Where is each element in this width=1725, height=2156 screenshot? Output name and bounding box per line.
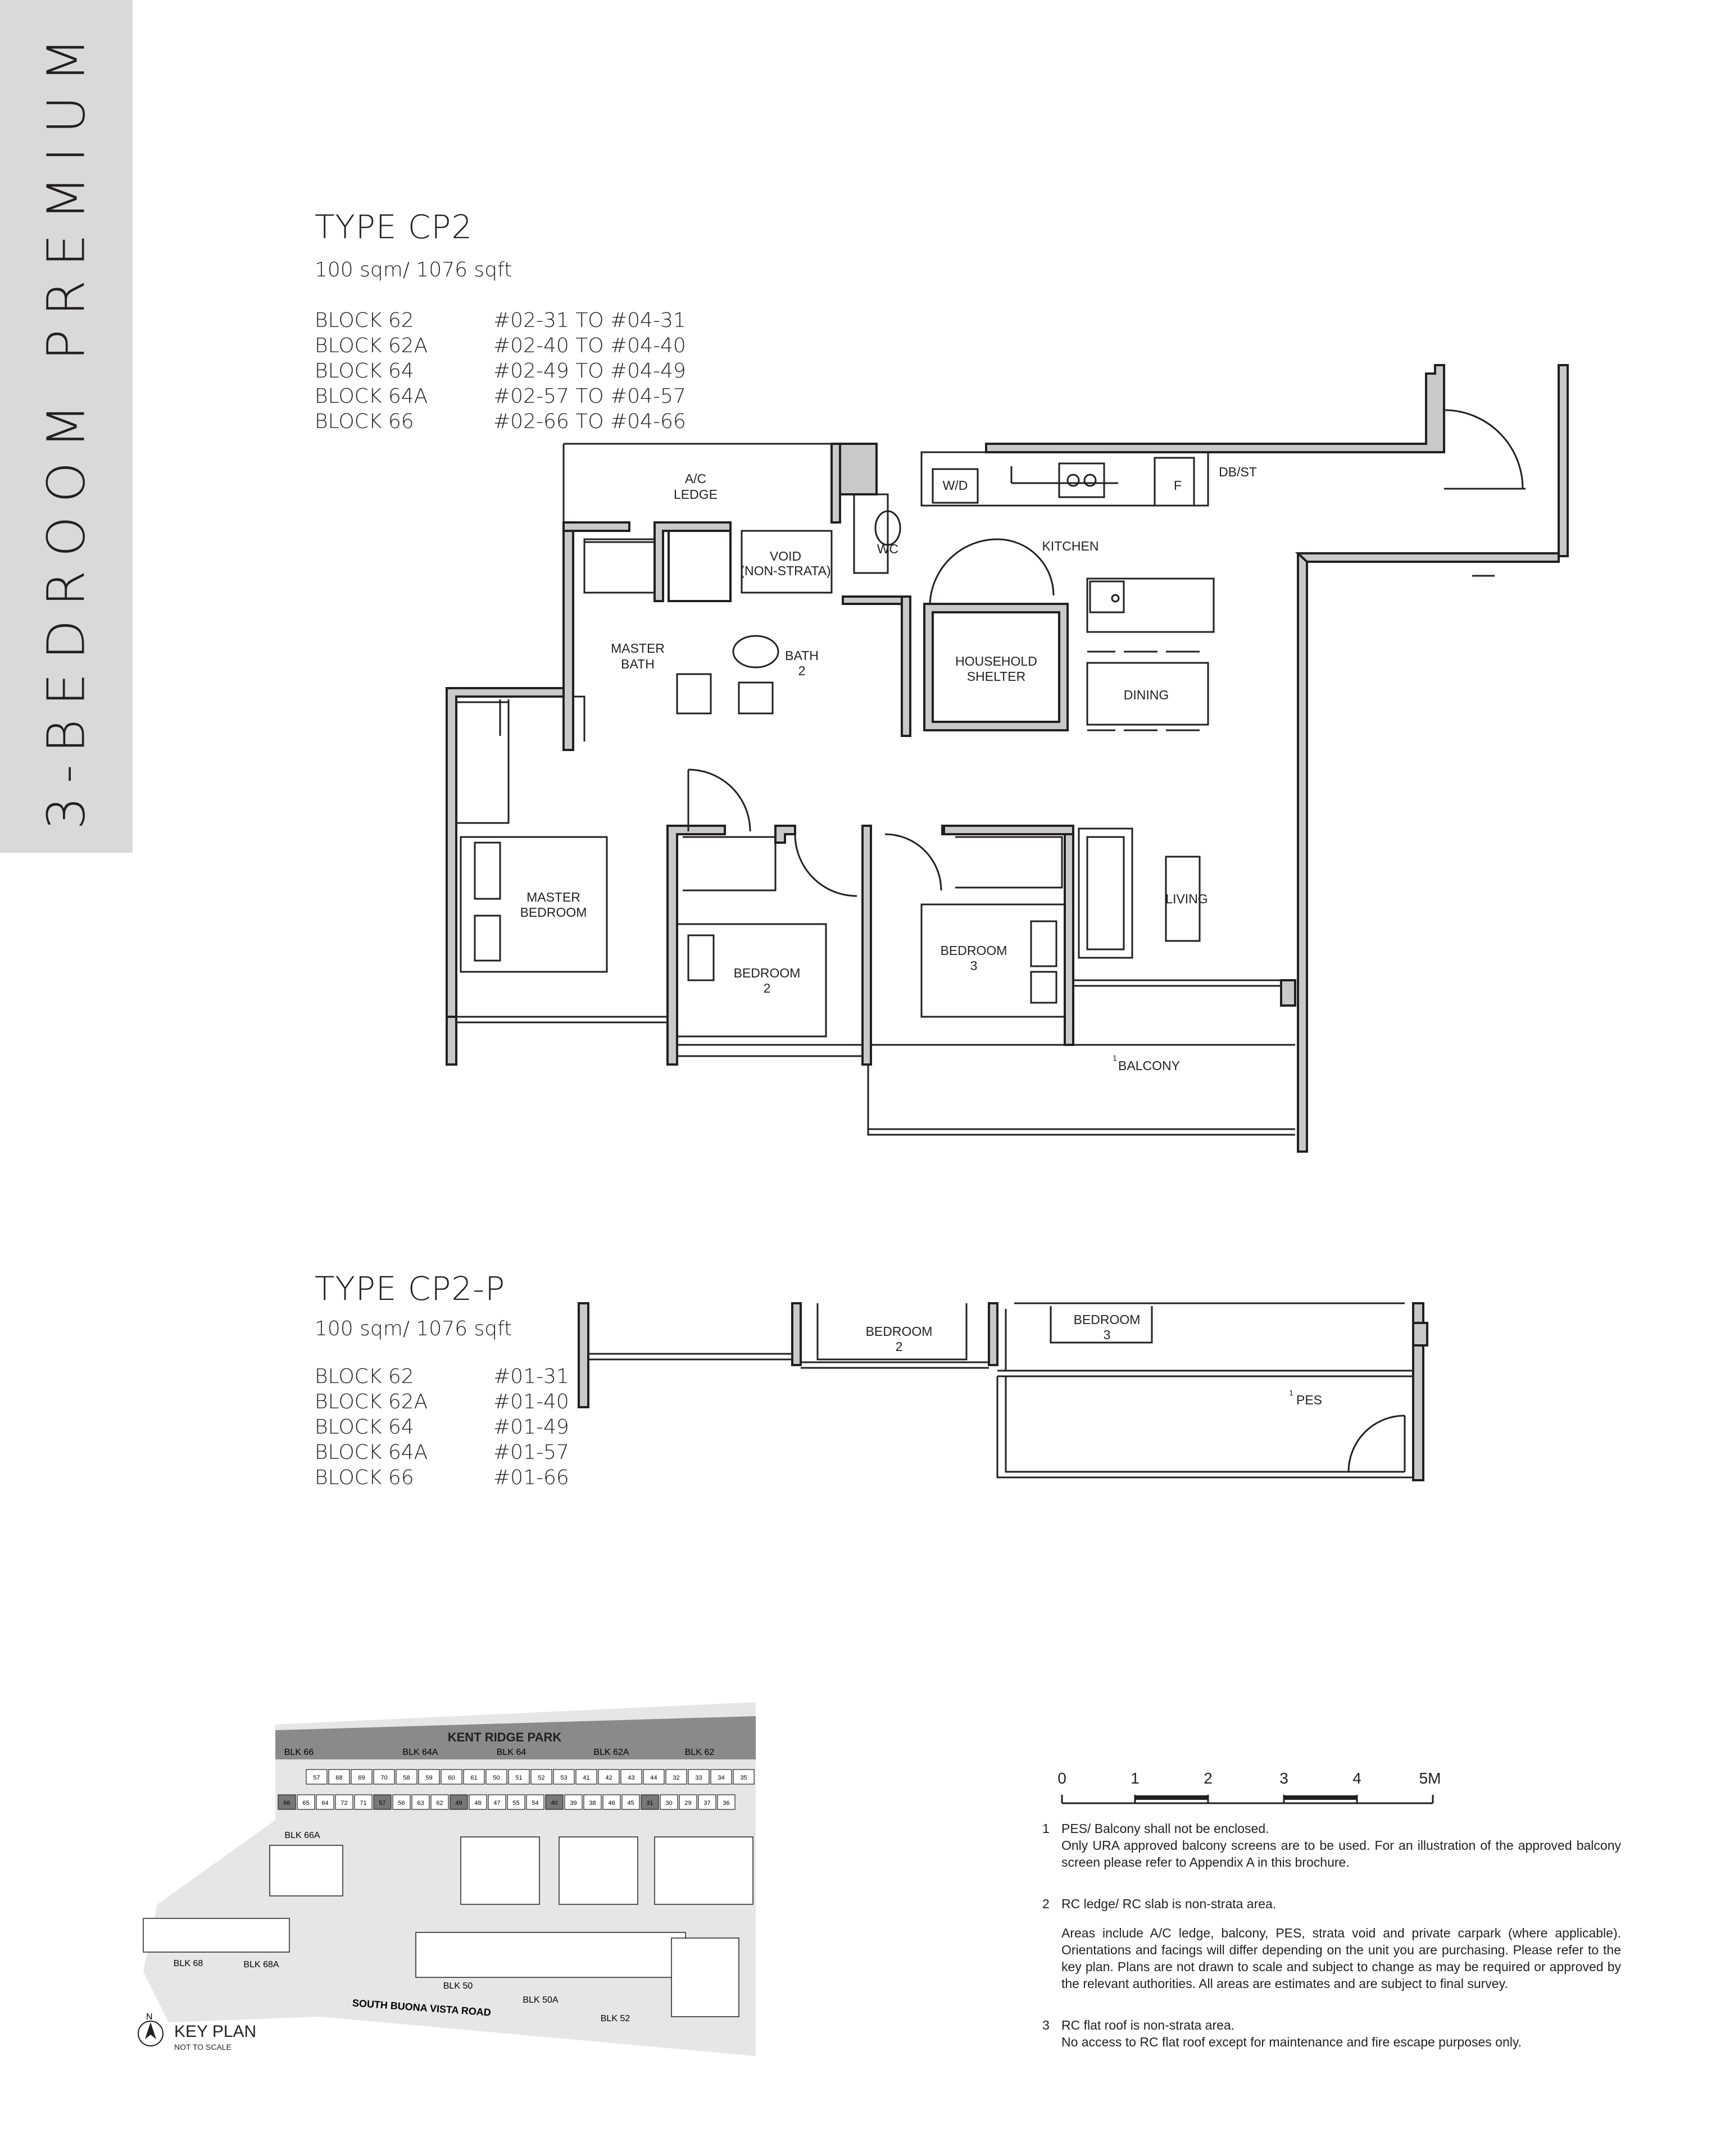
key-unit-label: 53: [560, 1775, 568, 1781]
key-blk-label: BLK 64: [496, 1748, 526, 1757]
key-unit-label: 32: [673, 1775, 680, 1781]
note-item: [1042, 1820, 1621, 1883]
note-text: PES/ Balcony shall not be enclosed.: [1061, 1821, 1269, 1836]
unit-range: #01-31: [493, 1365, 569, 1388]
cp2p-bedroom-3-label: BEDROOM: [1073, 1312, 1141, 1327]
key-unit-label: 57: [313, 1775, 320, 1781]
note-item: [1042, 2017, 1621, 2063]
unit-range: #02-31 TO #04-31: [493, 309, 686, 332]
scale-tick-label: 1: [1131, 1770, 1140, 1787]
scale-tick-label: 5M: [1419, 1770, 1441, 1787]
cp2p-bedroom-2-label: 2: [895, 1339, 903, 1354]
key-unit-label: 36: [723, 1800, 730, 1807]
key-blk-label: BLK 62A: [593, 1748, 629, 1757]
notes-section: [1042, 1820, 1621, 2075]
scale-bar: [1062, 1795, 1433, 1803]
key-unit-label: 56: [398, 1800, 405, 1807]
key-unit-label: 69: [358, 1775, 365, 1781]
key-unit-label: 70: [380, 1775, 388, 1781]
fridge-label: F: [1173, 478, 1182, 493]
key-unit-label: 66: [283, 1800, 290, 1807]
bath-2-label: 2: [798, 663, 806, 678]
household-shelter-label: HOUSEHOLD: [955, 654, 1037, 668]
unit-range: #02-57 TO #04-57: [493, 385, 686, 408]
block-name: BLOCK 62A: [315, 334, 428, 357]
key-unit-label: 35: [740, 1775, 747, 1781]
unit-area: 100 sqm/ 1076 sqft: [315, 258, 512, 281]
washer-dryer-label: W/D: [942, 478, 968, 493]
bedroom-2-label: BEDROOM: [733, 966, 801, 980]
key-unit-label: 64: [321, 1800, 329, 1807]
key-unit-label: 40: [551, 1800, 558, 1807]
scale-tick-label: 2: [1204, 1770, 1213, 1787]
scale-tick-label: 3: [1279, 1770, 1288, 1787]
key-unit-label: 71: [360, 1800, 367, 1807]
north-label: N: [146, 2012, 153, 2022]
key-unit-label: 41: [583, 1775, 590, 1781]
db-st-label: DB/ST: [1219, 465, 1257, 479]
key-unit-label: 33: [695, 1775, 702, 1781]
note-number: 2: [1042, 1896, 1050, 1911]
void-label: (NON-STRATA): [740, 563, 831, 578]
key-unit-label: 50: [493, 1775, 500, 1781]
key-blk-label: BLK 50: [443, 1981, 473, 1991]
key-blk-label: BLK 50A: [523, 1995, 559, 2005]
key-unit-label: 42: [605, 1775, 612, 1781]
master-bath-label: MASTER: [611, 641, 665, 656]
note-text: No access to RC flat roof except for maintenance and fire escape purposes only.: [1061, 2035, 1522, 2049]
key-unit-label: 34: [718, 1775, 725, 1781]
key-blk-label: BLK 62: [684, 1748, 715, 1757]
cp2p-bedroom-3-label: 3: [1103, 1327, 1111, 1342]
key-unit-label: 63: [417, 1800, 424, 1807]
key-unit-label: 61: [470, 1775, 478, 1781]
block-name: BLOCK 64A: [315, 385, 428, 408]
dining-label: DINING: [1123, 688, 1169, 702]
unit-type-title: TYPE CP2-P: [315, 1270, 506, 1308]
wc-label: WC: [877, 542, 899, 556]
south-buona-vista-road-label: SOUTH BUONA VISTA ROAD: [352, 1997, 492, 2018]
key-blk-label: BLK 68: [173, 1959, 203, 1968]
key-plan: [138, 1702, 756, 2056]
balcony-label: BALCONY: [1118, 1058, 1180, 1073]
scale-tick-label: 0: [1057, 1770, 1066, 1787]
note-item: [1042, 1895, 1621, 2004]
key-unit-label: 39: [570, 1800, 577, 1807]
key-unit-label: 65: [302, 1800, 310, 1807]
kitchen-label: KITCHEN: [1042, 539, 1099, 553]
master-bath-label: BATH: [621, 657, 655, 671]
key-unit-label: 60: [448, 1775, 455, 1781]
key-blk-label: BLK 52: [600, 2014, 630, 2023]
unit-area: 100 sqm/ 1076 sqft: [315, 1317, 512, 1340]
cp2p-bedroom-2-label: BEDROOM: [865, 1324, 933, 1339]
block-name: BLOCK 64A: [315, 1441, 428, 1464]
key-unit-label: 58: [403, 1775, 410, 1781]
key-unit-label: 52: [538, 1775, 545, 1781]
master-bedroom-label: MASTER: [526, 890, 580, 904]
key-unit-label: 57: [379, 1800, 386, 1807]
key-unit-label: 49: [455, 1800, 462, 1807]
key-unit-label: 72: [341, 1800, 348, 1807]
key-unit-label: 55: [512, 1800, 520, 1807]
block-name: BLOCK 66: [315, 1466, 414, 1489]
key-unit-label: 45: [627, 1800, 634, 1807]
note-number: 1: [1042, 1821, 1050, 1836]
key-blk-label: BLK 66: [284, 1748, 314, 1757]
unit-category-label: 3-BEDROOM PREMIUM: [36, 24, 97, 830]
ac-ledge-label: LEDGE: [674, 487, 718, 502]
master-bedroom-label: BEDROOM: [520, 905, 587, 920]
living-label: LIVING: [1165, 891, 1208, 906]
ac-ledge-label: A/C: [684, 471, 707, 486]
note-text: Only URA approved balcony screens are to be used. For an illustration of the approved balcony screen please refer to Appendix A in this brochure.: [1061, 1838, 1621, 1870]
kent-ridge-park-label: KENT RIDGE PARK: [447, 1730, 562, 1744]
key-unit-label: 54: [532, 1800, 539, 1807]
note-text: RC ledge/ RC slab is non-strata area.: [1061, 1896, 1277, 1911]
key-unit-label: 31: [646, 1800, 653, 1807]
note-text: RC flat roof is non-strata area.: [1061, 2018, 1235, 2032]
key-unit-label: 30: [665, 1800, 673, 1807]
key-blk-label: BLK 66A: [284, 1831, 320, 1840]
key-unit-label: 37: [703, 1800, 711, 1807]
key-unit-label: 51: [515, 1775, 523, 1781]
unit-range: #02-40 TO #04-40: [493, 334, 686, 357]
block-name: BLOCK 62: [315, 309, 414, 332]
block-name: BLOCK 62: [315, 1365, 414, 1388]
bedroom-2-label: 2: [763, 981, 771, 995]
note-number: 3: [1042, 2018, 1050, 2032]
block-name: BLOCK 64: [315, 360, 414, 383]
block-name: BLOCK 62A: [315, 1390, 428, 1413]
key-unit-label: 62: [436, 1800, 443, 1807]
scale-tick-label: 4: [1352, 1770, 1361, 1787]
unit-range: #01-40: [493, 1390, 569, 1413]
unit-range: #01-49: [493, 1416, 569, 1439]
key-unit-label: 29: [684, 1800, 692, 1807]
unit-range: #02-66 TO #04-66: [493, 410, 686, 433]
key-blk-label: BLK 64A: [402, 1748, 438, 1757]
key-unit-label: 46: [608, 1800, 615, 1807]
key-unit-label: 38: [589, 1800, 596, 1807]
key-unit-label: 44: [650, 1775, 657, 1781]
bedroom-3-label: BEDROOM: [940, 943, 1007, 958]
unit-range: #02-49 TO #04-49: [493, 360, 686, 383]
key-unit-label: 48: [474, 1800, 482, 1807]
bedroom-3-label: 3: [970, 958, 978, 973]
unit-range: #01-57: [493, 1441, 569, 1464]
key-unit-label: 68: [335, 1775, 343, 1781]
block-name: BLOCK 64: [315, 1416, 414, 1439]
household-shelter-label: SHELTER: [966, 669, 1026, 684]
block-name: BLOCK 66: [315, 410, 414, 433]
key-blk-label: BLK 68A: [243, 1960, 279, 1969]
key-plan-subtitle: NOT TO SCALE: [174, 2043, 231, 2052]
pes-note-ref: 1: [1289, 1388, 1293, 1397]
key-unit-label: 59: [425, 1775, 433, 1781]
key-unit-label: 43: [628, 1775, 635, 1781]
key-plan-title: KEY PLAN: [174, 2022, 257, 2041]
balcony-note-ref: 1: [1113, 1053, 1117, 1062]
void-label: VOID: [769, 549, 802, 563]
note-text: Areas include A/C ledge, balcony, PES, strata void and private carpark (where applicable). Orientations and facings will differ depending on the unit you are purchasing. Please refer to the key plan. Plans are not drawn to scale and subject to change as may be required or approved by the relevant authorities. All areas are estimates and are subject to final survey.: [1061, 1926, 1621, 1991]
key-unit-label: 47: [493, 1800, 501, 1807]
unit-type-title: TYPE CP2: [315, 208, 473, 246]
unit-range: #01-66: [493, 1466, 569, 1489]
pes-label: PES: [1296, 1393, 1323, 1407]
bath-2-label: BATH: [785, 648, 819, 663]
